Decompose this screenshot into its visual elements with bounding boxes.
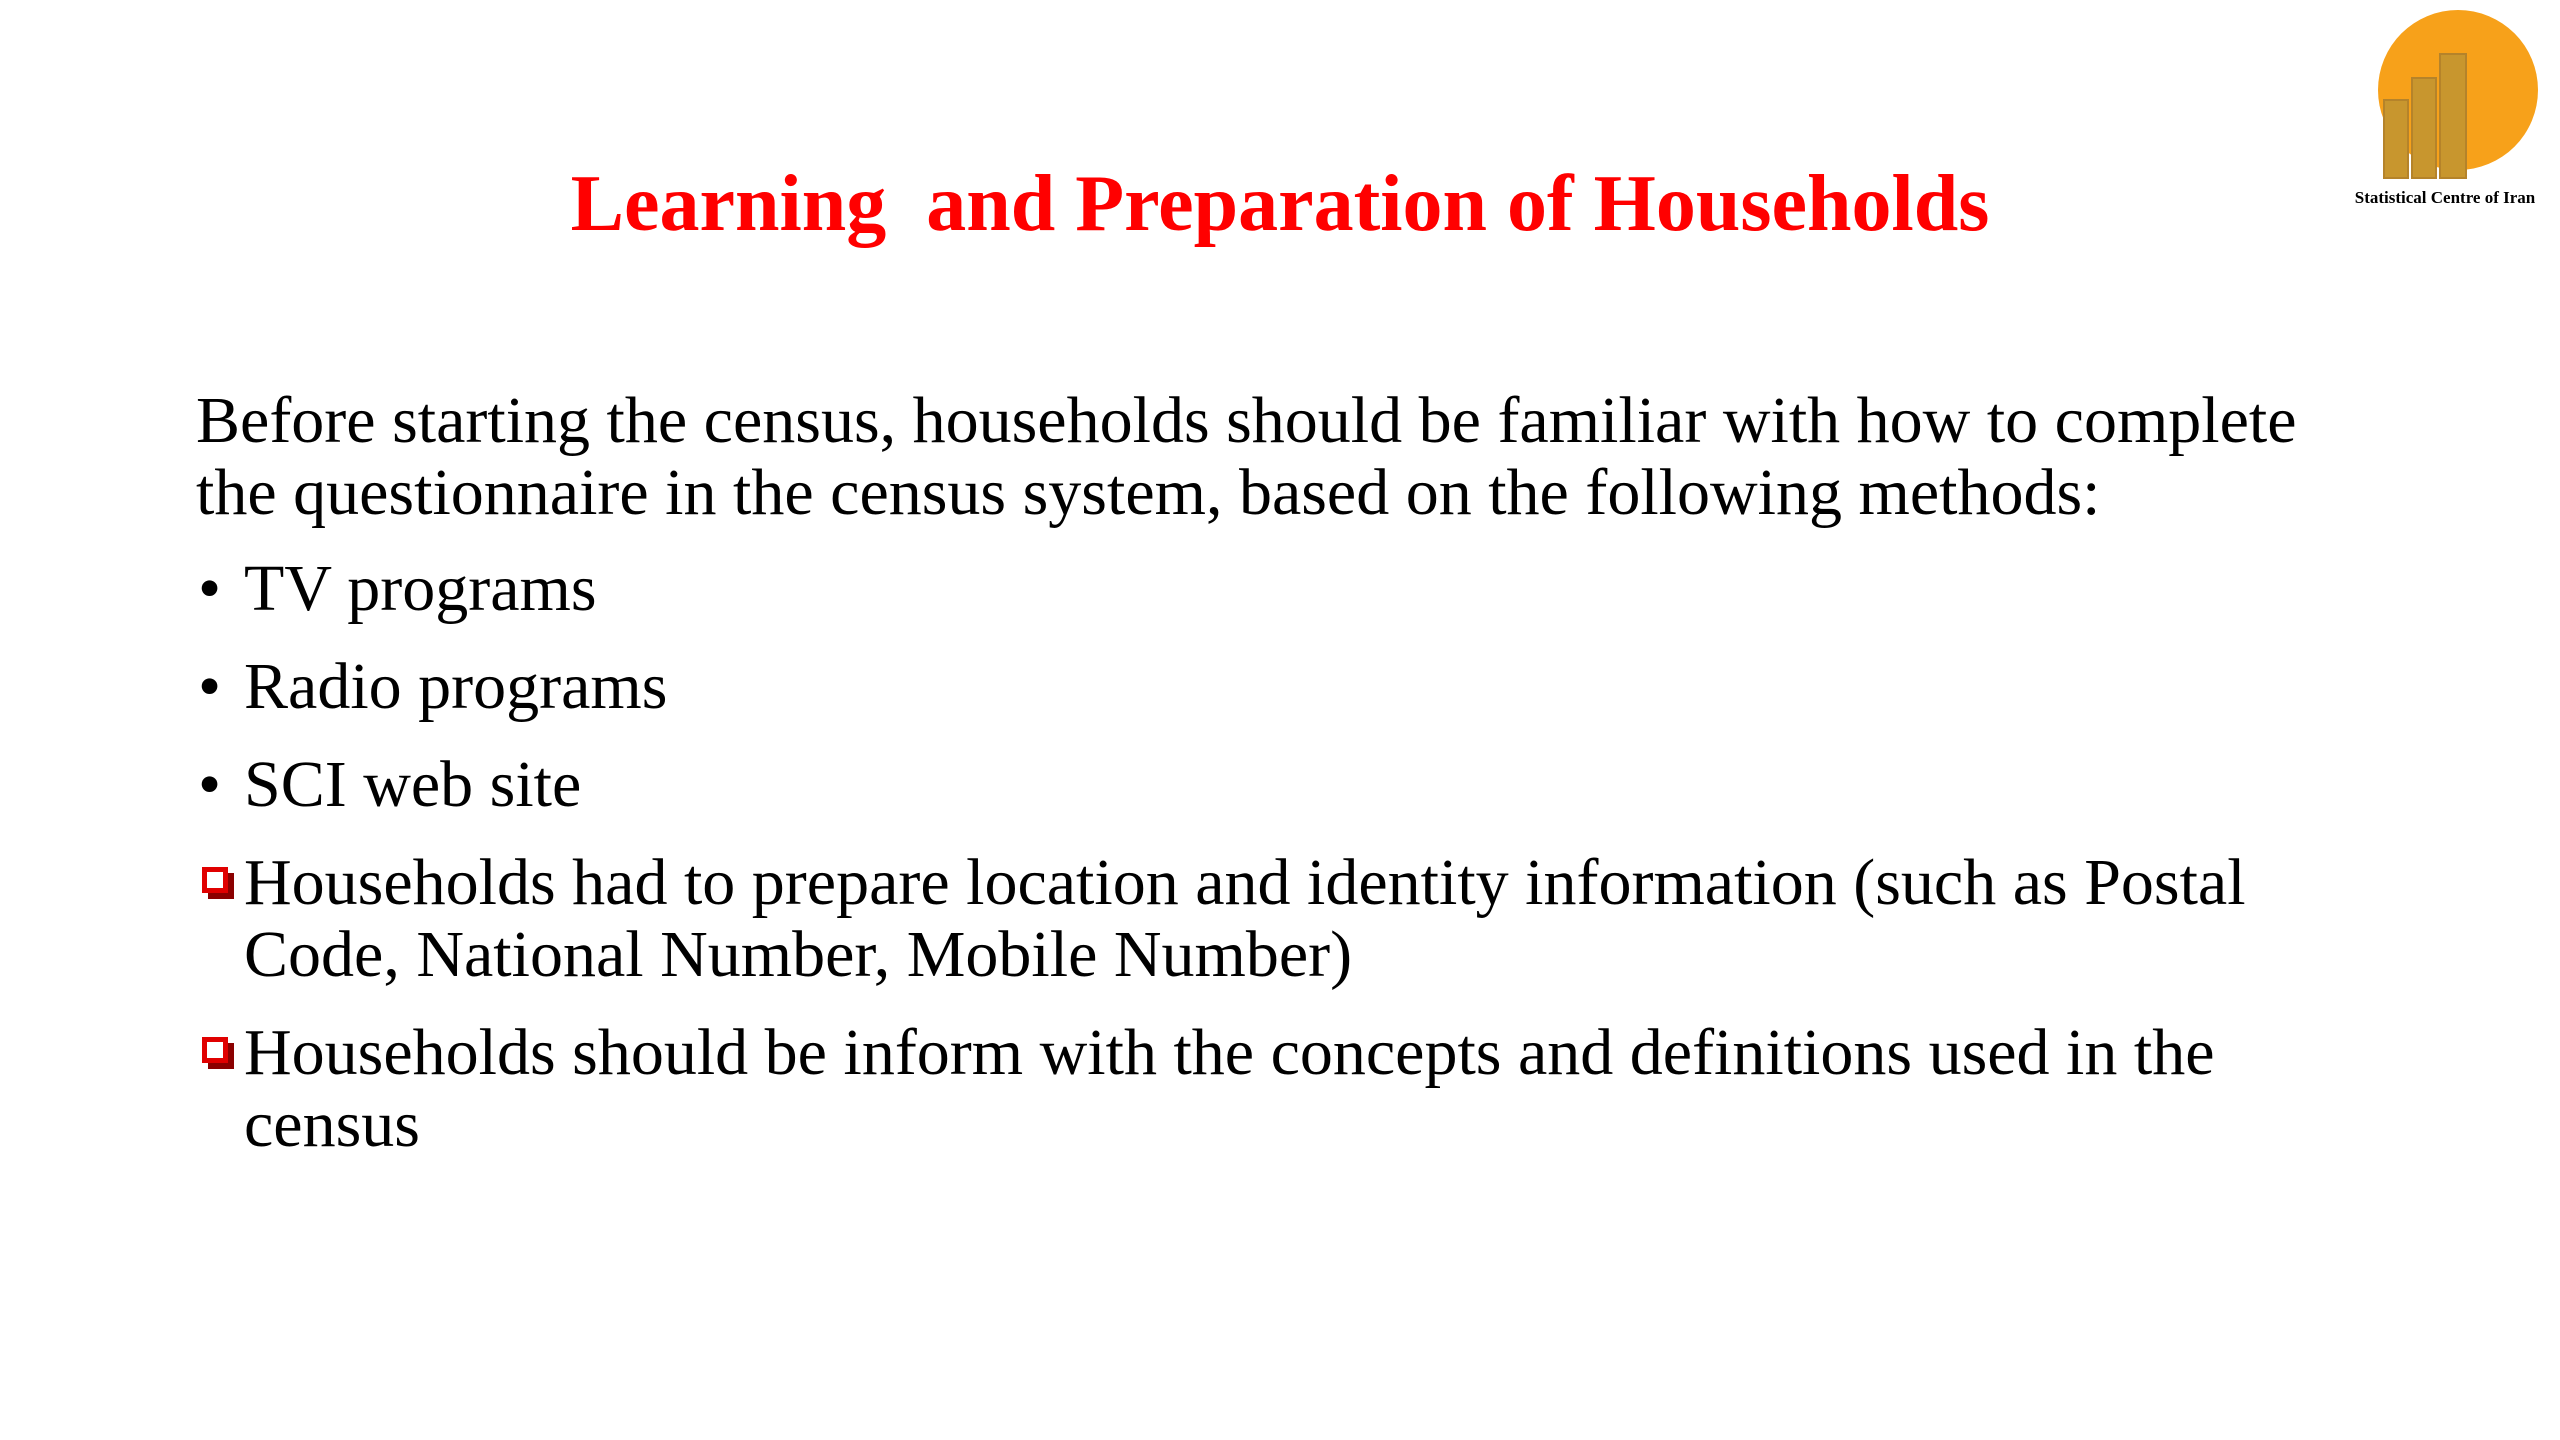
method-label: SCI web site <box>244 748 582 821</box>
slide-title: Learning and Preparation of Households <box>570 160 1990 248</box>
logo-caption: Statistical Centre of Iran <box>2354 188 2536 207</box>
list-item <box>196 651 2376 723</box>
slide-body <box>196 385 2376 1187</box>
note-item <box>196 847 2376 991</box>
intro-paragraph: Before starting the census, households should be familiar with how to complete the questionnaire in the census system, based on the following methods: <box>196 384 2297 529</box>
methods-list <box>196 553 2376 821</box>
list-item <box>196 749 2376 821</box>
checkbox-square-icon <box>202 867 238 903</box>
note-item <box>196 1017 2376 1161</box>
checkbox-square-icon <box>202 1037 238 1073</box>
list-item <box>196 553 2376 625</box>
bar-chart-circle-icon <box>2330 10 2560 190</box>
note-text: Households had to prepare location and identity information (such as Postal Code, National Number, Mobile Number) <box>244 846 2246 991</box>
bullet-icon: • <box>198 650 222 723</box>
note-text: Households should be inform with the concepts and definitions used in the census <box>244 1016 2215 1161</box>
method-label: TV programs <box>244 552 597 625</box>
bullet-icon: • <box>198 748 222 821</box>
bullet-icon: • <box>198 552 222 625</box>
method-label: Radio programs <box>244 650 668 723</box>
sci-logo <box>2330 10 2560 210</box>
